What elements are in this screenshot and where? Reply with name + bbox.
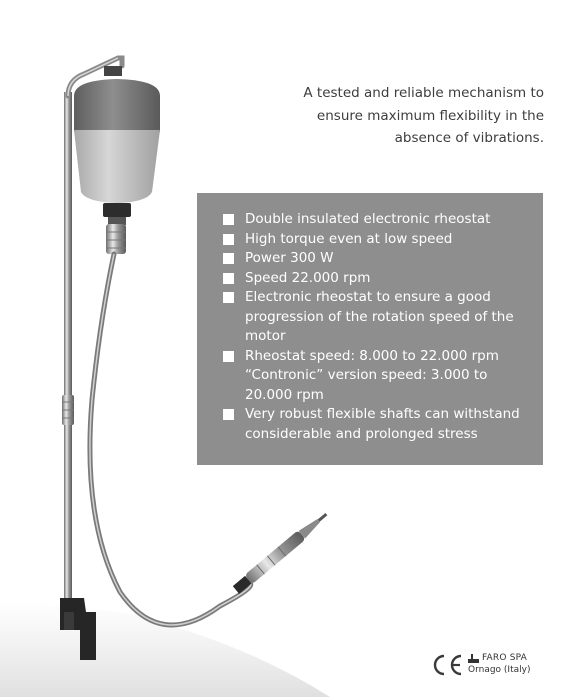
- feature-text: High torque even at low speed: [245, 230, 453, 247]
- feature-text: Power 300 W: [245, 250, 334, 266]
- square-bullet-icon: [223, 214, 234, 225]
- company-location: Ornago (Italy): [468, 665, 531, 675]
- feature-text: Double insulated electronic rheostat: [245, 211, 491, 227]
- list-item: [223, 249, 533, 269]
- company-info: [468, 652, 578, 676]
- square-bullet-icon: [223, 234, 234, 245]
- feature-text: Rheostat speed: 8.000 to 22.000 rpm “Contronic” version speed: 3.000 to 20.000 rpm: [245, 347, 499, 403]
- square-bullet-icon: [223, 409, 234, 420]
- square-bullet-icon: [223, 351, 234, 362]
- tagline: A tested and reliable mechanism to ensure maximum flexibility in the absence of vibrations.: [303, 85, 544, 146]
- list-item: [223, 405, 533, 444]
- list-item: [223, 210, 533, 230]
- square-bullet-icon: [223, 273, 234, 284]
- company-name-row: [468, 652, 578, 664]
- list-item: [223, 269, 533, 289]
- features-list: [197, 193, 543, 444]
- square-bullet-icon: [223, 292, 234, 303]
- list-item: [223, 230, 533, 250]
- faro-logo-icon: [468, 654, 479, 663]
- features-panel: [197, 193, 543, 465]
- list-item: [223, 288, 533, 347]
- square-bullet-icon: [223, 253, 234, 264]
- company-name: FARO SPA: [482, 653, 528, 663]
- ce-mark-icon: [430, 653, 464, 677]
- list-item: [223, 347, 533, 406]
- feature-text: Electronic rheostat to ensure a good progression of the rotation speed of the motor: [245, 289, 514, 344]
- feature-text: Speed 22.000 rpm: [245, 269, 371, 286]
- feature-text: Very robust flexible shafts can withstand considerable and prolonged stress: [245, 406, 520, 442]
